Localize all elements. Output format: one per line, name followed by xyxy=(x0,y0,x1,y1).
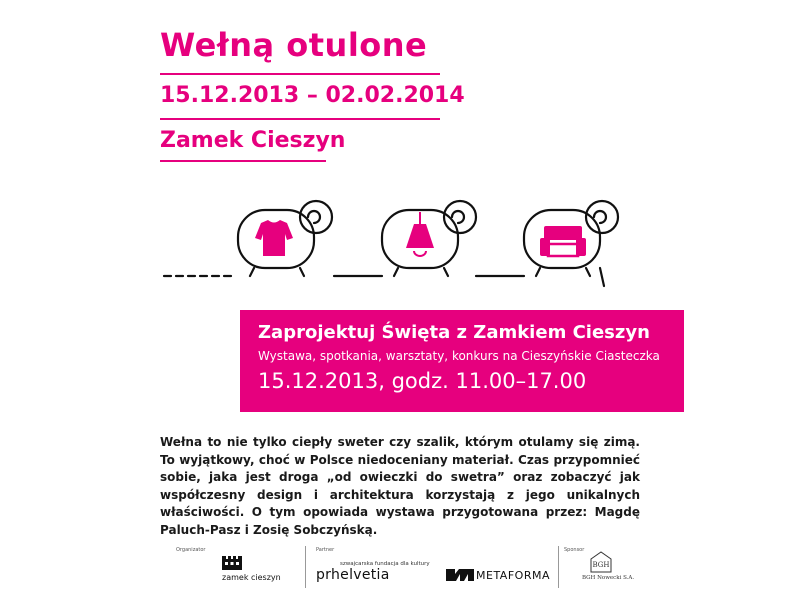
zamek-cieszyn-logo-text: zamek cieszyn xyxy=(222,573,281,582)
svg-text:BGH: BGH xyxy=(592,561,610,569)
footer-divider xyxy=(558,546,559,588)
prohelvetia-logo-text: prhelvetia xyxy=(316,567,390,583)
footer-divider xyxy=(305,546,306,588)
venue-divider xyxy=(160,160,326,162)
bgh-logo-icon xyxy=(588,551,614,573)
title-divider xyxy=(160,73,440,75)
sweater-icon xyxy=(255,220,293,256)
dates-divider xyxy=(160,118,440,120)
castle-logo-icon xyxy=(222,556,242,570)
prohelvetia-subtitle: szwajcarska fundacja dla kultury xyxy=(340,561,430,567)
exhibition-title: Wełną otulone xyxy=(160,26,428,64)
bgh-logo-text: BGH Nowecki S.A. xyxy=(582,575,635,581)
sponsor-label: Sponsor xyxy=(564,547,585,553)
sheep-illustration xyxy=(150,190,650,290)
exhibition-dates: 15.12.2013 – 02.02.2014 xyxy=(160,83,465,108)
exhibition-venue: Zamek Cieszyn xyxy=(160,128,346,153)
organizer-label: Organizator xyxy=(176,547,206,553)
metaforma-logo-text: METAFORMA xyxy=(476,569,550,582)
event-date: 15.12.2013, godz. 11.00–17.00 xyxy=(258,369,587,393)
partner-label: Partner xyxy=(316,547,335,553)
armchair-icon xyxy=(540,226,586,256)
event-title: Zaprojektuj Święta z Zamkiem Cieszyn xyxy=(258,322,650,343)
metaforma-logo-icon xyxy=(446,569,474,581)
event-subtitle: Wystawa, spotkania, warsztaty, konkurs na Cieszyńskie Ciasteczka xyxy=(258,349,660,363)
exhibition-description: Wełna to nie tylko ciepły sweter czy szalik, którym otulamy się zimą. To wyjątkowy, choć w Polsce niedoceniany materiał. Czas przypomnieć sobie, jaka jest droga „od owieczki do swetra” oraz zobaczyć jak współczesny design i architektura korzystają z jego unikalnych właściwości. O tym opowiada wystawa przygotowana przez: Magdę Paluch-Pasz i Zosię Sobczyńską. xyxy=(160,435,640,537)
lamp-icon xyxy=(406,212,434,256)
